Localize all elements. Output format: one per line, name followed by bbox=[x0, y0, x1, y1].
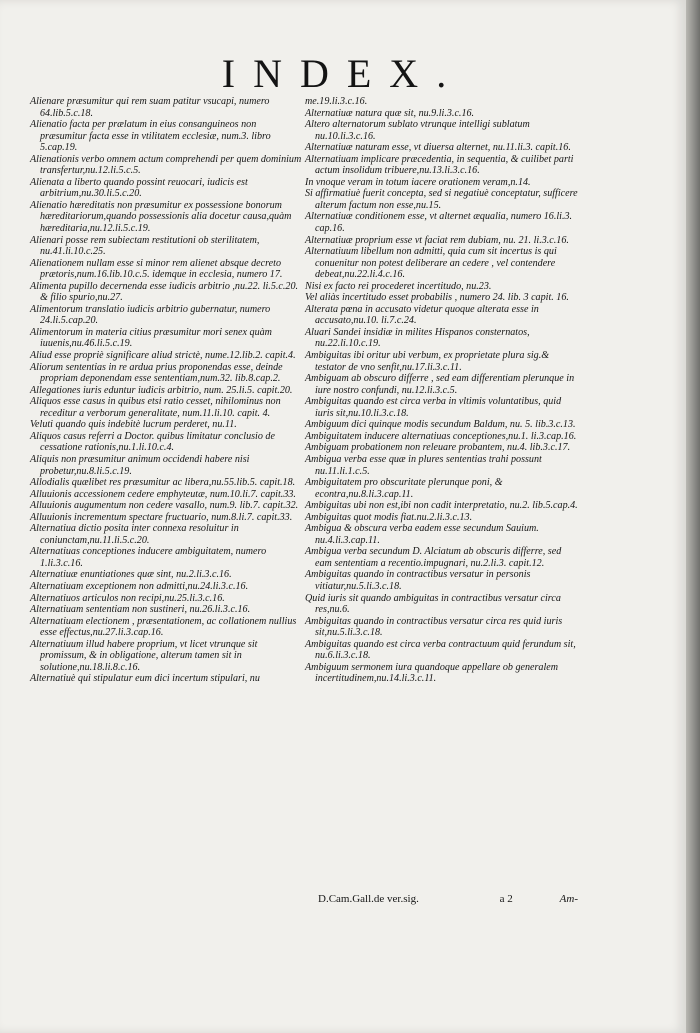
index-entry: Alienare præsumitur qui rem suam patitur vsucapi, numero 64.lib.5.c.18. bbox=[30, 96, 270, 119]
index-entry: Alienationis verbo omnem actum comprehendi per quem dominium transfertur,nu.12.li.5.c.5. bbox=[30, 153, 302, 177]
index-entry: Ambigua verba esse quæ in plures sententias trahi possunt nu.11.li.1.c.5. bbox=[305, 453, 542, 477]
index-entry: Ambigua verba secundum D. Alciatum ab obscuris differre, sed eam sententiam a recentio.impugnari, nu.2.li.3. capit.12. bbox=[305, 546, 562, 569]
index-entry: Alienatio facta per prælatum in eius consanguineos non præsumitur facta esse in vtilitatem ecclesiæ, num.3. libro 5.cap.19. bbox=[30, 119, 271, 154]
index-entry: Alimentorum in materia citius præsumitur mori senex quàm iuuenis,nu.46.li.5.c.19. bbox=[30, 326, 272, 350]
index-entry: Alienari posse rem subiectam restitutioni ob sterilitatem, nu.41.li.10.c.25. bbox=[30, 234, 260, 258]
index-entry: Aliud esse propriè significare aliud strictè, nume.12.lib.2. capit.4. bbox=[30, 350, 296, 362]
index-entry: Alternatiuam implicare præcedentia, in sequentia, & cuilibet parti actum insolidum tribuere,nu.13.li.3.c.16. bbox=[305, 153, 574, 177]
index-entry: Ambigua & obscura verba eadem esse secundum Sauium. nu.4.li.3.cap.11. bbox=[305, 523, 539, 546]
index-entry: Alternatiua dictio posita inter connexa resoluitur in coniunctam,nu.11.li.5.c.20. bbox=[30, 523, 239, 546]
index-entry: Alternatiuæ naturam esse, vt diuersa alternet, nu.11.li.3. capit.16. bbox=[305, 142, 571, 154]
catchword: Am- bbox=[559, 893, 578, 905]
index-entry: Aliorum sententias in re ardua prius proponendas esse, deinde propriam deponendam esse sententiam,num.32. lib.8.cap.2. bbox=[30, 361, 283, 385]
index-entry: Ambiguam ab obscuro differre , sed eam differentiam plerunque in iure nostro confundi, nu.12.li.3.c.5. bbox=[305, 373, 575, 396]
index-entry: Ambiguitas ubi non est,ibi non cadit interpretatio, nu.2. lib.5.cap.4. bbox=[305, 500, 578, 512]
index-entry: Vel aliàs incertitudo esset probabilis , numero 24. lib. 3 capit. 16. bbox=[305, 292, 569, 304]
index-entry: Alternatiuam sententiam non sustineri, nu.26.li.3.c.16. bbox=[30, 604, 251, 616]
index-entry: Aliquos esse casus in quibus etsi ratio cesset, nihilominus non receditur a verborum generalitate, num.11.li.10. capit. 4. bbox=[30, 396, 281, 419]
index-entry: Alternatiuum libellum non admitti, quia cum sit incertus is qui conuenitur non potest deliberare an cedere , vel contendere debeat,nu.22.li.4.c.16. bbox=[305, 246, 557, 281]
index-entry: Alternatiuam electionem , præsentationem, ac collationem nullius esse effectus,nu.27.li.3.cap.16. bbox=[30, 615, 297, 639]
index-column-left bbox=[30, 96, 302, 685]
index-entry: Alienatio hæreditatis non præsumitur ex possessione bonorum hæreditariorum,quando possessionis alia docetur causa,quàm hæreditaria,nu.12.li.5.c.19. bbox=[30, 199, 292, 235]
index-entry: Nisi ex facto rei procederet incertitudo, nu.23. bbox=[305, 280, 492, 292]
index-entry: Si affirmatiuè fuerit concepta, sed si negatiuè conceptatur, sufficere alterum factum non esse,nu.15. bbox=[305, 188, 578, 211]
index-entry: Alluuionis incrementum spectare fructuario, num.8.li.7. capit.33. bbox=[30, 511, 293, 523]
index-entry: Alternatiuæ proprium esse vt faciat rem dubiam, nu. 21. li.3.c.16. bbox=[305, 234, 569, 246]
index-entry: Allegationes iuris eduntur iudicis arbitrio, num. 25.li.5. capit.20. bbox=[30, 384, 293, 396]
index-entry: Aliquos casus referri a Doctor. quibus limitatur conclusio de cessatione rationis,nu.1.li.10.c.4. bbox=[30, 430, 275, 454]
index-entry: Alterata pœna in accusato videtur quoque alterata esse in accusato,nu.10. li.7.c.24. bbox=[305, 303, 539, 327]
page-footer bbox=[318, 893, 578, 905]
index-column-right bbox=[305, 96, 580, 685]
index-entry: Altero alternatorum sublato vtrunque intelligi sublatum nu.10.li.3.c.16. bbox=[305, 119, 530, 142]
index-entry: Alternatiuæ enuntiationes quæ sint, nu.2.li.3.c.16. bbox=[30, 569, 232, 581]
index-entry: Ambiguitatem pro obscuritate plerunque poni, & econtra,nu.8.li.3.cap.11. bbox=[305, 477, 503, 500]
index-entry: Allodialis quælibet res præsumitur ac libera,nu.55.lib.5. capit.18. bbox=[30, 477, 296, 489]
index-entry: Alluuionis augumentum non cedere vasallo, num.9. lib.7. capit.32. bbox=[30, 500, 299, 512]
index-entry: me.19.li.3.c.16. bbox=[305, 96, 368, 107]
index-entry: Ambiguitas quando in contractibus versatur in personis vitiatur,nu.5.li.3.c.18. bbox=[305, 569, 531, 592]
index-entry: Alternatiuè qui stipulatur eum dici incertum stipulari, nu bbox=[30, 673, 260, 685]
index-entry: Aliquis non præsumitur animum occidendi habere nisi probetur,nu.8.li.5.c.19. bbox=[30, 453, 250, 477]
index-entry: Alimenta pupillo decernenda esse iudicis arbitrio ,nu.22. li.5.c.20. & filio spurio,nu.27. bbox=[30, 280, 299, 304]
index-entry: Ambiguitas ibi oritur ubi verbum, ex proprietate plura sig.& testator de vno senfit,nu.17.li.3.c.11. bbox=[305, 350, 550, 373]
index-entry: Alienata a liberto quando possint reuocari, iudicis est arbitrium,nu.30.li.5.c.20. bbox=[30, 176, 248, 200]
index-entry: Ambiguitas quot modis fiat.nu.2.li.3.c.13. bbox=[305, 511, 473, 523]
index-entry: Alternatiuas conceptiones inducere ambiguitatem, numero 1.li.3.c.16. bbox=[30, 546, 267, 569]
index-entry: Ambiguitatem inducere alternatiuas conceptiones,nu.1. li.3.cap.16. bbox=[305, 430, 577, 442]
index-entry: Alimentorum translatio iudicis arbitrio gubernatur, numero 24.li.5.cap.20. bbox=[30, 303, 271, 327]
index-entry: Alternatiuam exceptionem non admitti,nu.24.li.3.c.16. bbox=[30, 580, 249, 592]
index-entry: Aluari Sandei insidiæ in milites Hispanos consternatos, nu.22.li.10.c.19. bbox=[305, 326, 530, 350]
index-entry: Ambiguitas quando est circa verba contractuum quid ferundum sit, nu.6.li.3.c.18. bbox=[305, 638, 576, 662]
index-entry: Ambiguam probationem non releuare probantem, nu.4. lib.3.c.17. bbox=[305, 442, 571, 454]
page-title: INDEX. bbox=[221, 51, 465, 96]
sheet-mark: a 2 bbox=[499, 893, 513, 905]
index-entry: Ambiguitas quando est circa verba in vltimis voluntatibus, quid iuris sit,nu.10.li.3.c.18. bbox=[305, 396, 562, 419]
index-entry: Quid iuris sit quando ambiguitas in contractibus versatur circa res,nu.6. bbox=[305, 592, 561, 616]
index-entry: Veluti quando quis indebitè lucrum perderet, nu.11. bbox=[30, 419, 237, 431]
index-entry: In vnoque veram in totum iacere orationem veram,n.14. bbox=[305, 176, 531, 188]
footer-signature: D.Cam.Gall.de ver.sig. bbox=[318, 893, 419, 905]
index-entry: Ambiguitas quando in contractibus versatur circa res quid iuris sit,nu.5.li.3.c.18. bbox=[305, 615, 563, 639]
page-edge bbox=[686, 0, 700, 1033]
index-entry: Ambiguum sermonem iura quandoque appellare ob generalem incertitudinem,nu.14.li.3.c.11. bbox=[305, 661, 559, 685]
index-entry: Ambiguum dici quinque modis secundum Baldum, nu. 5. lib.3.c.13. bbox=[305, 419, 576, 431]
index-entry: Alternatiuum illud habere proprium, vt licet vtrunque sit promissum, & in obligatione, alterum tamen sit in solutione,nu.18.li.8.c.16. bbox=[30, 638, 258, 673]
index-entry: Alternatiuos articulos non recipi,nu.25.li.3.c.16. bbox=[30, 592, 225, 604]
index-entry: Alienationem nullam esse si minor rem alienet absque decreto prætoris,num.16.lib.10.c.5. idemque in ecclesia, numero 17. bbox=[30, 257, 283, 281]
index-entry: Alternatiuæ conditionem esse, vt alternet æqualia, numero 16.li.3. cap.16. bbox=[305, 211, 573, 235]
index-entry: Alternatiuæ natura quæ sit, nu.9.li.3.c.16. bbox=[305, 107, 475, 119]
index-entry: Alluuionis accessionem cedere emphyteutæ, num.10.li.7. capit.33. bbox=[30, 488, 296, 500]
